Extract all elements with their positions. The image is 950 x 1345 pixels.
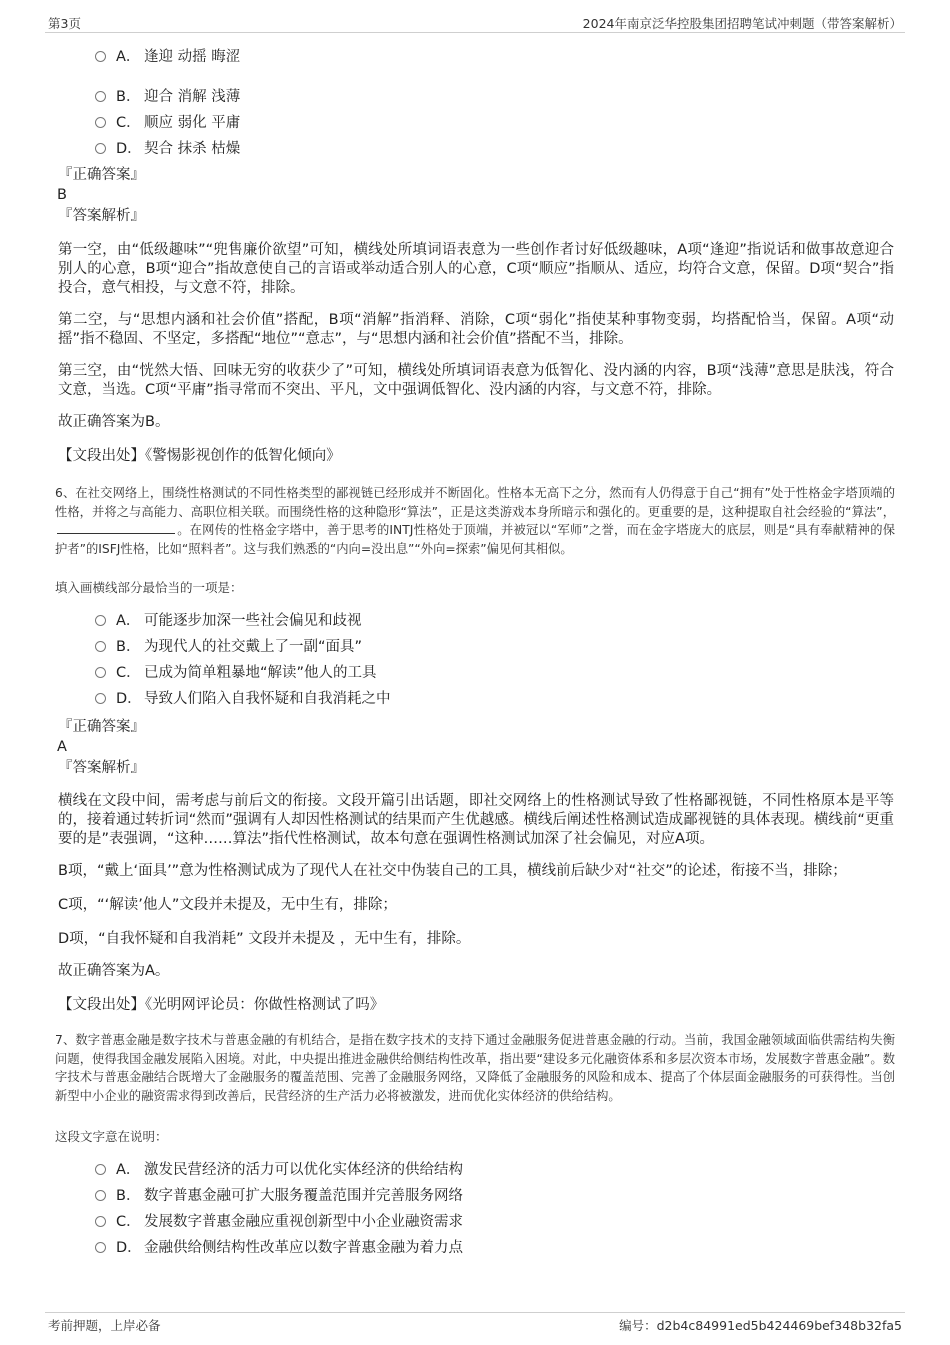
q7-option-a[interactable]: A． 激发民营经济的活力可以优化实体经济的供给结构 — [95, 1157, 463, 1183]
footer-slogan: 考前押题，上岸必备 — [48, 1318, 161, 1333]
q6-option-c[interactable]: C． 已成为简单粗暴地“解读”他人的工具 — [95, 660, 391, 686]
q6-source: 【文段出处】《光明网评论员：你做性格测试了吗》 — [58, 997, 385, 1013]
q5-analysis-p2: 第二空，与“思想内涵和社会价值”搭配，B项“消解”指消释、消除，C项“弱化”指使某种事物变弱，均搭配恰当，保留。A项“动摇”指不稳固、不坚定，多搭配“地位”“意志”，与“思想内涵和社会价值”搭配不当，排除。 — [58, 312, 894, 347]
radio-icon[interactable] — [95, 1216, 106, 1227]
q5-options — [95, 44, 240, 70]
q7-prompt: 这段文字意在说明： — [55, 1129, 168, 1144]
q6-option-a[interactable]: A． 可能逐步加深一些社会偏见和歧视 — [95, 608, 391, 634]
q5-option-c[interactable]: C． 顺应 弱化 平庸 — [95, 110, 240, 136]
document-title: 2024年南京泛华控股集团招聘笔试冲刺题（带答案解析） — [582, 16, 902, 31]
radio-icon[interactable] — [95, 117, 106, 128]
q7-options — [95, 1157, 463, 1261]
q7-stem: 7、数字普惠金融是数字技术与普惠金融的有机结合，是指在数字技术的支持下通过金融服务促进普惠金融的行动。当前，我国金融领域面临供需结构失衡问题，使得我国金融发展陷入困境。对此，中央提出推进金融供给侧结构性改革，指出要“建设多元化融资体系和多层次资本市场，发展数字普惠金融”。数字技术与普惠金融结合既增大了金融服务的覆盖范围、完善了金融服务网络，又降低了金融服务的风险和成本、提高了个体层面金融服务的可获得性。当创新型中小企业的融资需求得到改善后，民营经济的生产活力必将被激发，进而优化实体经济的供给结构。 — [55, 1033, 895, 1103]
page-number: 第3页 — [48, 16, 81, 31]
q7-option-c[interactable]: C． 发展数字普惠金融应重视创新型中小企业融资需求 — [95, 1209, 463, 1235]
q7-option-b[interactable]: B． 数字普惠金融可扩大服务覆盖范围并完善服务网络 — [95, 1183, 463, 1209]
radio-icon[interactable] — [95, 667, 106, 678]
q6-analysis-p5: 故正确答案为A。 — [58, 963, 170, 979]
q5-analysis-label: 『答案解析』 — [58, 208, 145, 224]
q5-analysis-p4: 故正确答案为B。 — [58, 414, 170, 430]
q6-analysis-p1: 横线在文段中间，需考虑与前后文的衔接。文段开篇引出话题，即社交网络上的性格测试导致了性格鄙视链，不同性格原本是平等的，接着通过转折词“然而”强调有人却因性格测试的结果而产生优越感。横线后阐述性格测试造成鄙视链的具体表现。横线前“更重要的是”表强调，“这种……算法”指代性格测试，故本句意在强调性格测试加深了社会偏见，对应A项。 — [58, 793, 894, 847]
q6-analysis-p4: D项，“自我怀疑和自我消耗” 文段并未提及 ，无中生有，排除。 — [58, 931, 471, 947]
q6-analysis-p3: C项，“‘解读’他人”文段并未提及，无中生有，排除； — [58, 897, 397, 913]
document-id: 编号：d2b4c84991ed5b424469bef348b32fa5 — [619, 1318, 902, 1333]
q5-analysis-p3: 第三空，由“恍然大悟、回味无穷的收获少了”可知，横线处所填词语表意为低智化、没内涵的内容，B项“浅薄”意思是肤浅，符合文意，当选。C项“平庸”指寻常而不突出、平凡，文中强调低智化、没内涵的内容，与文意不符，排除。 — [58, 363, 894, 398]
q6-prompt: 填入画横线部分最恰当的一项是： — [55, 580, 243, 595]
q5-answer: B — [57, 187, 67, 203]
q6-analysis-p2: B项，“戴上‘面具’”意为性格测试成为了现代人在社交中伪装自己的工具，横线前后缺少对“社交”的论述，衔接不当，排除； — [58, 863, 847, 879]
radio-icon[interactable] — [95, 641, 106, 652]
q5-option-a[interactable]: A． 逢迎 动摇 晦涩 — [95, 44, 240, 70]
q5-option-b[interactable]: B． 迎合 消解 浅薄 — [95, 84, 240, 110]
q7-option-d[interactable]: D． 金融供给侧结构性改革应以数字普惠金融为着力点 — [95, 1235, 463, 1261]
q6-option-d[interactable]: D． 导致人们陷入自我怀疑和自我消耗之中 — [95, 686, 391, 712]
radio-icon[interactable] — [95, 143, 106, 154]
q5-options-rest — [95, 84, 240, 162]
page-footer — [45, 1312, 905, 1333]
fill-in-blank — [57, 521, 175, 534]
radio-icon[interactable] — [95, 1242, 106, 1253]
page-header — [45, 12, 905, 33]
radio-icon[interactable] — [95, 1190, 106, 1201]
radio-icon[interactable] — [95, 615, 106, 626]
radio-icon[interactable] — [95, 1164, 106, 1175]
q6-options — [95, 608, 391, 712]
q6-answer: A — [57, 739, 67, 755]
q5-answer-label: 『正确答案』 — [58, 167, 145, 183]
q5-source: 【文段出处】《警惕影视创作的低智化倾向》 — [58, 448, 341, 464]
radio-icon[interactable] — [95, 51, 106, 62]
q6-answer-label: 『正确答案』 — [58, 719, 145, 735]
q5-analysis-p1: 第一空，由“低级趣味”“兜售廉价欲望”可知，横线处所填词语表意为一些创作者讨好低级趣味，A项“逢迎”指说话和做事故意迎合别人的心意，B项“迎合”指故意使自己的言语或举动适合别人的心意，C项“顺应”指顺从、适应，均符合文意，保留。D项“契合”指投合，意气相投，与文意不符，排除。 — [58, 242, 894, 296]
q5-option-d[interactable]: D． 契合 抹杀 枯燥 — [95, 136, 240, 162]
q6-stem: 6、在社交网络上，围绕性格测试的不同性格类型的鄙视链已经形成并不断固化。性格本无高下之分，然而有人仍得意于自己“拥有”处于性格金字塔顶端的性格，并将之与高能力、高职位相关联。而围绕性格的这种隐形“算法”，正是这类游戏本身所暗示和强化的。更重要的是，这种提取自社会经验的“算法”，。在网传的性格金字塔中，善于思考的INTJ性格处于顶端，并被冠以“军师”之誉，而在金字塔庞大的底层，则是“具有奉献精神的保护者”的ISFJ性格，比如“照料者”。这与我们熟悉的“内向=没出息”“外向=探索”偏见何其相似。 — [55, 486, 895, 556]
radio-icon[interactable] — [95, 693, 106, 704]
q6-option-b[interactable]: B． 为现代人的社交戴上了一副“面具” — [95, 634, 391, 660]
radio-icon[interactable] — [95, 91, 106, 102]
q6-analysis-label: 『答案解析』 — [58, 760, 145, 776]
